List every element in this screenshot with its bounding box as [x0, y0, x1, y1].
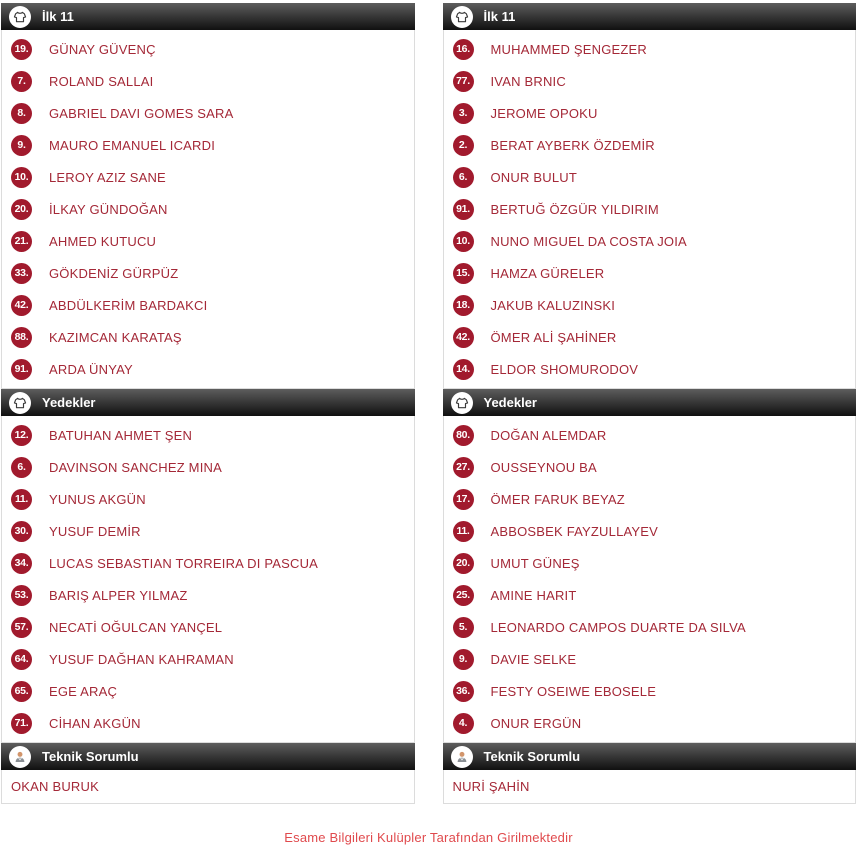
away-first-eleven-header: [443, 3, 857, 30]
player-name[interactable]: EGE ARAÇ: [49, 683, 118, 699]
player-row: [444, 675, 856, 707]
player-name[interactable]: NECATİ OĞULCAN YANÇEL: [49, 619, 223, 635]
player-number-badge: 6.: [453, 167, 474, 188]
away-substitutes-list: [443, 416, 857, 743]
player-name[interactable]: HAMZA GÜRELER: [490, 265, 605, 281]
section-title-substitutes: Yedekler: [483, 395, 537, 410]
home-substitutes-header: [1, 389, 415, 416]
player-name[interactable]: AMINE HARIT: [490, 587, 577, 603]
player-row: [2, 547, 414, 579]
player-number-badge: 25.: [453, 585, 474, 606]
player-number-badge: 11.: [11, 489, 32, 510]
player-number-badge: 18.: [453, 295, 474, 316]
player-number-badge: 91.: [11, 359, 32, 380]
player-name[interactable]: FESTY OSEIWE EBOSELE: [490, 683, 657, 699]
jersey-icon: [9, 6, 31, 28]
player-row: [444, 129, 856, 161]
player-number-badge: 10.: [453, 231, 474, 252]
player-row: [444, 483, 856, 515]
coach-icon: [451, 746, 473, 768]
player-row: [2, 33, 414, 65]
player-row: [444, 289, 856, 321]
home-manager-row: [1, 770, 415, 804]
player-row: [2, 643, 414, 675]
player-row: [444, 65, 856, 97]
section-title-first-eleven: İlk 11: [483, 9, 516, 24]
player-row: [444, 611, 856, 643]
home-team-panel: [1, 3, 415, 804]
section-title-substitutes: Yedekler: [42, 395, 96, 410]
away-manager-header: [443, 743, 857, 770]
player-row: [2, 161, 414, 193]
player-row: [2, 129, 414, 161]
player-name[interactable]: ABDÜLKERİM BARDAKCI: [49, 297, 208, 313]
player-row: [444, 515, 856, 547]
player-name[interactable]: DAVINSON SANCHEZ MINA: [49, 459, 222, 475]
player-number-badge: 57.: [11, 617, 32, 638]
home-substitutes-list: [1, 416, 415, 743]
player-row: [2, 193, 414, 225]
away-manager-name[interactable]: NURİ ŞAHİN: [452, 779, 530, 794]
player-number-badge: 21.: [11, 231, 32, 252]
player-name[interactable]: DOĞAN ALEMDAR: [490, 427, 607, 443]
player-number-badge: 71.: [11, 713, 32, 734]
player-name[interactable]: İLKAY GÜNDOĞAN: [49, 201, 168, 217]
player-row: [444, 161, 856, 193]
player-name[interactable]: BARIŞ ALPER YILMAZ: [49, 587, 188, 603]
player-row: [2, 65, 414, 97]
player-number-badge: 20.: [453, 553, 474, 574]
player-name[interactable]: LEROY AZIZ SANE: [49, 169, 166, 185]
player-row: [444, 321, 856, 353]
player-row: [444, 225, 856, 257]
player-name[interactable]: BERTUĞ ÖZGÜR YILDIRIM: [490, 201, 659, 217]
player-number-badge: 9.: [453, 649, 474, 670]
player-name[interactable]: UMUT GÜNEŞ: [490, 555, 580, 571]
player-name[interactable]: YUSUF DEMİR: [49, 523, 141, 539]
player-name[interactable]: BERAT AYBERK ÖZDEMİR: [490, 137, 655, 153]
player-number-badge: 14.: [453, 359, 474, 380]
player-number-badge: 91.: [453, 199, 474, 220]
player-number-badge: 30.: [11, 521, 32, 542]
player-number-badge: 15.: [453, 263, 474, 284]
player-row: [2, 611, 414, 643]
player-name[interactable]: JEROME OPOKU: [490, 105, 598, 121]
player-number-badge: 4.: [453, 713, 474, 734]
player-name[interactable]: ONUR ERGÜN: [490, 715, 582, 731]
player-number-badge: 65.: [11, 681, 32, 702]
player-name[interactable]: ONUR BULUT: [490, 169, 578, 185]
player-name[interactable]: NUNO MIGUEL DA COSTA JOIA: [490, 233, 687, 249]
player-name[interactable]: ÖMER ALİ ŞAHİNER: [490, 329, 617, 345]
player-name[interactable]: YUSUF DAĞHAN KAHRAMAN: [49, 651, 234, 667]
player-row: [2, 483, 414, 515]
player-row: [444, 97, 856, 129]
player-row: [2, 97, 414, 129]
player-name[interactable]: YUNUS AKGÜN: [49, 491, 146, 507]
player-row: [2, 579, 414, 611]
player-number-badge: 42.: [453, 327, 474, 348]
away-manager-row: [443, 770, 857, 804]
player-row: [2, 419, 414, 451]
jersey-icon: [451, 6, 473, 28]
player-row: [444, 419, 856, 451]
player-name[interactable]: MUHAMMED ŞENGEZER: [490, 41, 648, 57]
player-number-badge: 33.: [11, 263, 32, 284]
player-number-badge: 88.: [11, 327, 32, 348]
away-first-eleven-list: [443, 30, 857, 389]
player-row: [444, 643, 856, 675]
player-name[interactable]: ABBOSBEK FAYZULLAYEV: [490, 523, 659, 539]
player-number-badge: 5.: [453, 617, 474, 638]
player-number-badge: 36.: [453, 681, 474, 702]
player-name[interactable]: AHMED KUTUCU: [49, 233, 157, 249]
player-number-badge: 7.: [11, 71, 32, 92]
player-row: [2, 707, 414, 739]
player-row: [2, 321, 414, 353]
player-number-badge: 42.: [11, 295, 32, 316]
player-row: [2, 353, 414, 385]
player-number-badge: 53.: [11, 585, 32, 606]
player-number-badge: 10.: [11, 167, 32, 188]
player-name[interactable]: ROLAND SALLAI: [49, 73, 154, 89]
player-row: [2, 515, 414, 547]
player-name[interactable]: OUSSEYNOU BA: [490, 459, 597, 475]
player-number-badge: 9.: [11, 135, 32, 156]
player-name[interactable]: ELDOR SHOMURODOV: [490, 361, 639, 377]
player-number-badge: 6.: [11, 457, 32, 478]
player-name[interactable]: KAZIMCAN KARATAŞ: [49, 329, 182, 345]
player-name[interactable]: GÜNAY GÜVENÇ: [49, 41, 156, 57]
player-number-badge: 34.: [11, 553, 32, 574]
player-number-badge: 2.: [453, 135, 474, 156]
player-number-badge: 80.: [453, 425, 474, 446]
player-name[interactable]: ARDA ÜNYAY: [49, 361, 133, 377]
player-name[interactable]: MAURO EMANUEL ICARDI: [49, 137, 216, 153]
player-row: [2, 225, 414, 257]
player-row: [444, 193, 856, 225]
player-row: [2, 451, 414, 483]
player-name[interactable]: LEONARDO CAMPOS DUARTE DA SILVA: [490, 619, 746, 635]
player-row: [2, 675, 414, 707]
player-row: [2, 257, 414, 289]
player-name[interactable]: GABRIEL DAVI GOMES SARA: [49, 105, 234, 121]
player-name[interactable]: ÖMER FARUK BEYAZ: [490, 491, 625, 507]
player-number-badge: 8.: [11, 103, 32, 124]
player-name[interactable]: BATUHAN AHMET ŞEN: [49, 427, 193, 443]
player-row: [444, 33, 856, 65]
away-substitutes-header: [443, 389, 857, 416]
player-number-badge: 17.: [453, 489, 474, 510]
player-row: [444, 547, 856, 579]
home-first-eleven-list: [1, 30, 415, 389]
home-manager-name[interactable]: OKAN BURUK: [11, 779, 99, 794]
player-name[interactable]: GÖKDENİZ GÜRPÜZ: [49, 265, 179, 281]
player-row: [444, 579, 856, 611]
player-row: [444, 353, 856, 385]
player-row: [444, 451, 856, 483]
player-row: [444, 707, 856, 739]
player-name[interactable]: LUCAS SEBASTIAN TORREIRA DI PASCUA: [49, 555, 319, 571]
player-number-badge: 27.: [453, 457, 474, 478]
player-number-badge: 64.: [11, 649, 32, 670]
player-number-badge: 12.: [11, 425, 32, 446]
home-first-eleven-header: [1, 3, 415, 30]
section-title-first-eleven: İlk 11: [42, 9, 74, 24]
home-manager-header: [1, 743, 415, 770]
player-number-badge: 16.: [453, 39, 474, 60]
player-name[interactable]: JAKUB KALUZINSKI: [490, 297, 616, 313]
footer-note: Esame Bilgileri Kulüpler Tarafından Girilmektedir: [284, 830, 573, 845]
player-number-badge: 77.: [453, 71, 474, 92]
coach-icon: [9, 746, 31, 768]
player-number-badge: 3.: [453, 103, 474, 124]
player-row: [444, 257, 856, 289]
section-title-technical-manager: Teknik Sorumlu: [42, 749, 139, 764]
jersey-icon: [9, 392, 31, 414]
player-name[interactable]: DAVIE SELKE: [490, 651, 577, 667]
player-name[interactable]: CİHAN AKGÜN: [49, 715, 141, 731]
section-title-technical-manager: Teknik Sorumlu: [483, 749, 581, 764]
player-number-badge: 19.: [11, 39, 32, 60]
jersey-icon: [451, 392, 473, 414]
away-team-panel: [443, 3, 857, 804]
player-number-badge: 20.: [11, 199, 32, 220]
player-row: [2, 289, 414, 321]
player-number-badge: 11.: [453, 521, 474, 542]
player-name[interactable]: IVAN BRNIC: [490, 73, 566, 89]
